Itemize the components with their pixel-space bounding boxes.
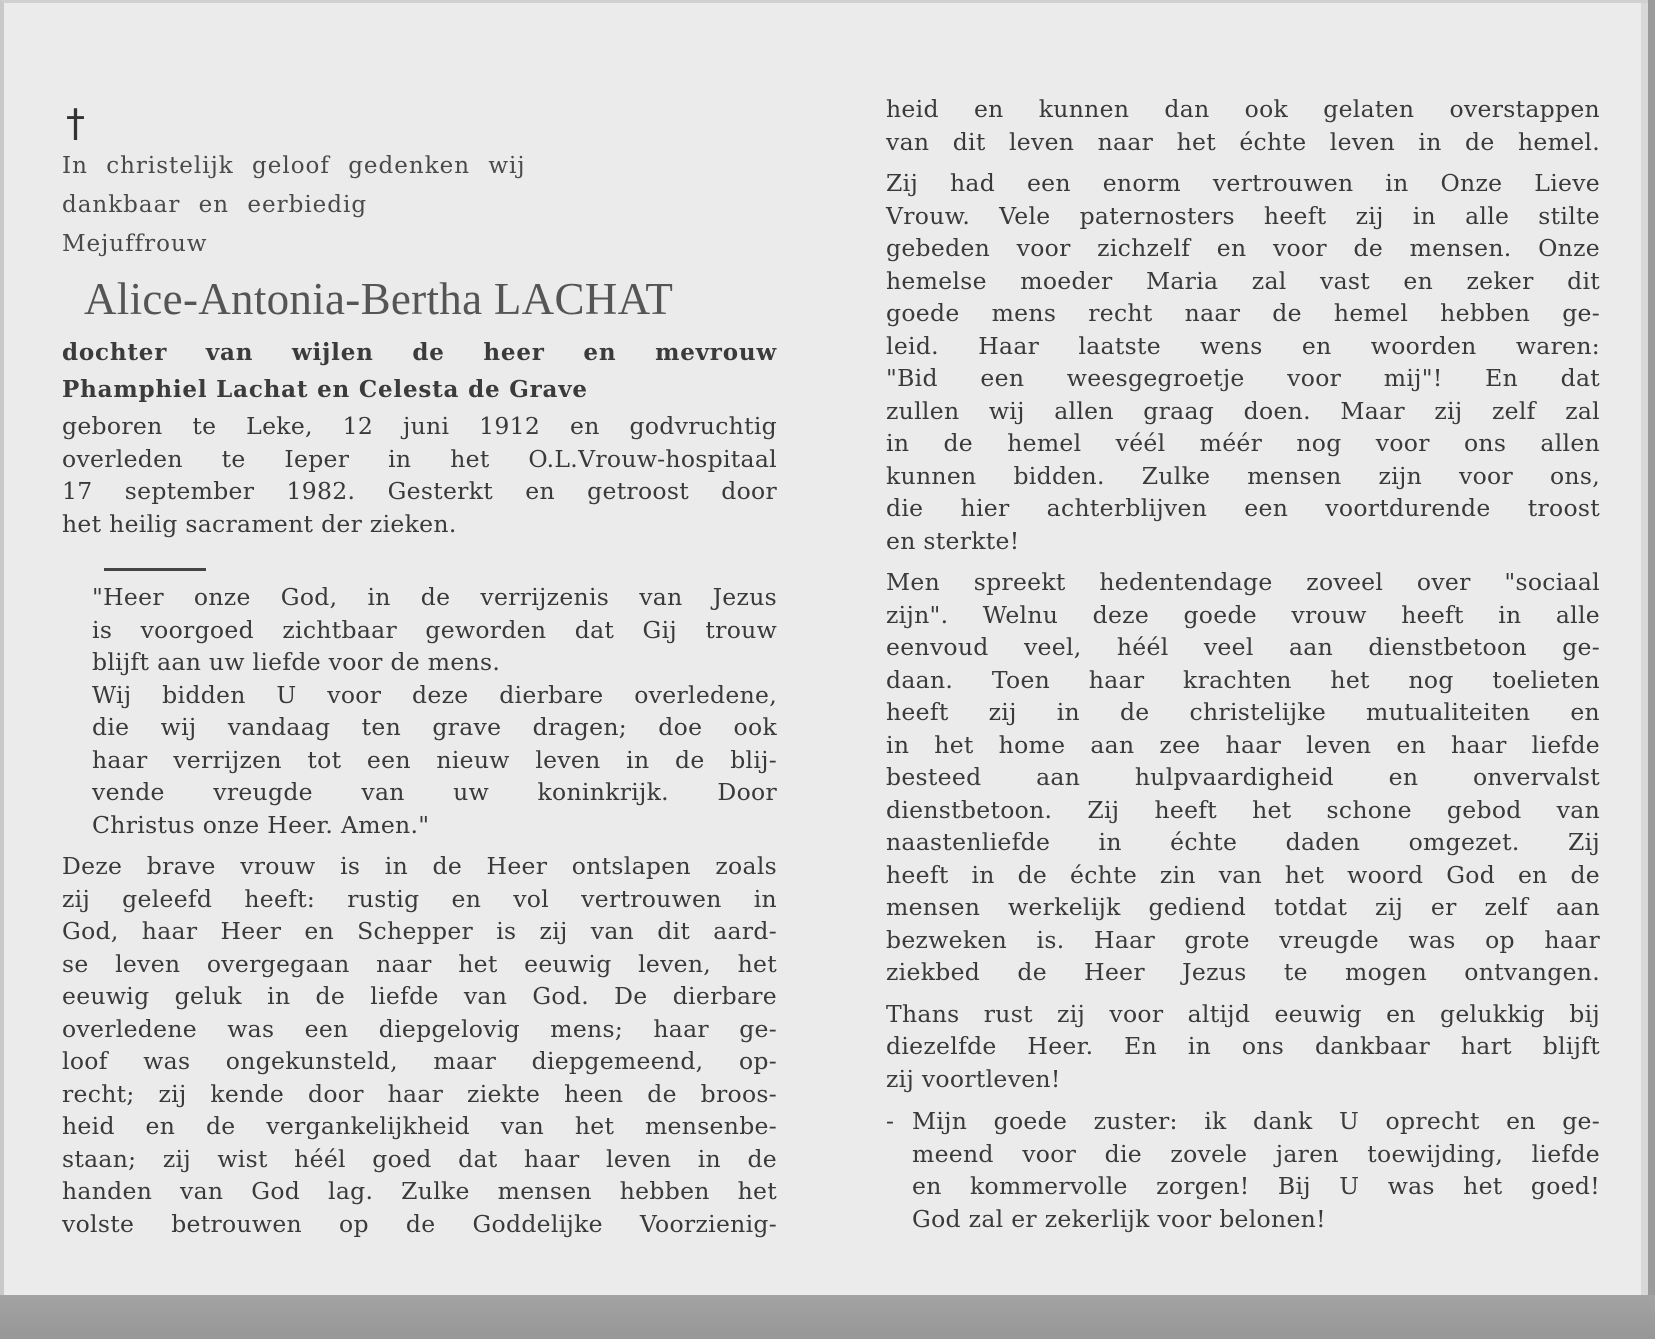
paragraph-line: leid. Haar laatste wens en woorden waren:	[886, 331, 1600, 360]
left-column	[62, 103, 777, 1240]
paragraph-line: Zij had een enorm vertrouwen in Onze Lieve	[886, 169, 1600, 197]
paragraph-line: in het home aan zee haar leven en haar liefde	[886, 730, 1600, 759]
latin-cross-icon: †	[66, 101, 85, 145]
paragraph-line: die hier achterblijven een voortdurende troost	[886, 494, 1600, 522]
paragraph-line: diezelfde Heer. En in ons dankbaar hart blijft	[886, 1032, 1600, 1060]
reflection-line: eeuwig geluk in de liefde van God. De dierbare	[62, 982, 777, 1010]
parents-line: Phamphiel Lachat en Celesta de Grave	[62, 376, 588, 403]
deceased-name: Alice-Antonia-Bertha LACHAT	[84, 274, 674, 324]
reflection-line: God, haar Heer en Schepper is zij van dit aard-	[62, 917, 777, 945]
birth-death-text	[62, 410, 777, 540]
prayer-line: "Heer onze God, in de verrijzenis van Jezus	[92, 583, 777, 611]
intro-line: In christelijk geloof gedenken wij	[62, 153, 526, 179]
prayer-line: blijft aan uw liefde voor de mens.	[92, 648, 501, 676]
paragraph-line: Men spreekt hedentendage zoveel over "sociaal	[886, 568, 1600, 596]
reflection-line: volste betrouwen op de Goddelijke Voorzienig-	[62, 1209, 777, 1238]
reflection-line: handen van God lag. Zulke mensen hebben het	[62, 1177, 777, 1205]
rest-paragraph	[886, 998, 1600, 1096]
social-paragraph	[886, 566, 1600, 989]
prayer-line: is voorgoed zichtbaar geworden dat Gij trouw	[92, 615, 777, 644]
paragraph-line: dienstbetoon. Zij heeft het schone gebod van	[886, 795, 1600, 824]
intro-text	[62, 147, 777, 264]
reflection-text	[62, 850, 777, 1240]
bio-line: overleden te Ieper in het O.L.Vrouw-hospitaal	[62, 444, 777, 473]
divider-rule	[104, 568, 206, 571]
reflection-line: heid en kunnen dan ook gelaten overstappen	[886, 95, 1600, 123]
bio-line: 17 september 1982. Gesterkt en getroost door	[62, 477, 777, 505]
reflection-line: zij geleefd heeft: rustig en vol vertrouwen in	[62, 884, 777, 913]
scan-background	[0, 1295, 1655, 1339]
paragraph-line: hemelse moeder Maria zal vast en zeker dit	[886, 266, 1600, 295]
paragraph-line: in de hemel véél méér nog voor ons allen	[886, 429, 1600, 457]
reflection-continued-text	[886, 93, 1600, 158]
reflection-line: recht; zij kende door haar ziekte heen de broos-	[62, 1079, 777, 1108]
parents-line: dochter van wijlen de heer en mevrouw	[62, 339, 777, 366]
prayer-line: Wij bidden U voor deze dierbare overledene,	[92, 680, 777, 709]
paragraph-line: eenvoud veel, héél veel aan dienstbetoon ge-	[886, 633, 1600, 661]
prayer-line: vende vreugde van uw koninkrijk. Door	[92, 778, 777, 806]
paragraph-line: heeft zij in de christelijke mutualiteiten en	[886, 698, 1600, 726]
paragraph-line: Vrouw. Vele paternosters heeft zij in alle stilte	[886, 201, 1600, 230]
bio-line: geboren te Leke, 12 juni 1912 en godvruchtig	[62, 412, 777, 440]
bio-line: het heilig sacrament der zieken.	[62, 509, 457, 538]
intro-line: dankbaar en eerbiedig	[62, 192, 368, 218]
paragraph-line: daan. Toen haar krachten het nog toelieten	[886, 665, 1600, 694]
reflection-line: heid en de vergankelijkheid van het mensenbe-	[62, 1112, 777, 1140]
paragraph-line: zij voortleven!	[886, 1064, 1061, 1093]
paragraph-line: en kommervolle zorgen! Bij U was het goed!	[912, 1172, 1600, 1200]
paragraph-line: besteed aan hulpvaardigheid en onvervalst	[886, 763, 1600, 791]
paragraph-line: God zal er zekerlijk voor belonen!	[912, 1204, 1326, 1233]
reflection-line: van dit leven naar het échte leven in de hemel.	[886, 127, 1600, 156]
prayer-line: Christus onze Heer. Amen."	[92, 810, 430, 839]
card-edge	[1641, 3, 1648, 1298]
paragraph-line: ziekbed de Heer Jezus te mogen ontvangen.	[886, 958, 1600, 986]
paragraph-line: "Bid een weesgegroetje voor mij"! En dat	[886, 364, 1600, 392]
paragraph-line: naastenliefde in échte daden omgezet. Zij	[886, 828, 1600, 856]
paragraph-line: gebeden voor zichzelf en voor de mensen. Onze	[886, 234, 1600, 262]
paragraph-line: Thans rust zij voor altijd eeuwig en gelukkig bij	[886, 999, 1600, 1028]
reflection-line: staan; zij wist héél goed dat haar leven in de	[62, 1144, 777, 1173]
farewell-paragraph	[886, 1105, 1600, 1235]
paragraph-line: goede mens recht naar de hemel hebben ge-	[886, 299, 1600, 327]
paragraph-line: mensen werkelijk gediend totdat zij er zelf aan	[886, 893, 1600, 921]
paragraph-line: en sterkte!	[886, 526, 1020, 555]
paragraph-line: kunnen bidden. Zulke mensen zijn voor ons,	[886, 461, 1600, 490]
title-mejuffrouw: Mejuffrouw	[62, 231, 208, 257]
paragraph-line: zullen wij allen graag doen. Maar zij zelf zal	[886, 396, 1600, 425]
mary-paragraph	[886, 167, 1600, 557]
prayer-text	[92, 581, 777, 841]
reflection-line: overledene was een diepgelovig mens; haar ge-	[62, 1014, 777, 1043]
paragraph-line: meend voor die zovele jaren toewijding, liefde	[912, 1139, 1600, 1168]
prayer-line: haar verrijzen tot een nieuw leven in de blij-	[92, 745, 777, 774]
dash-bullet: -	[886, 1107, 894, 1135]
farewell-text	[912, 1105, 1600, 1235]
paragraph-line: Mijn goede zuster: ik dank U oprecht en ge-	[912, 1107, 1600, 1135]
reflection-line: se leven overgegaan naar het eeuwig leven, het	[62, 949, 777, 978]
reflection-line: loof was ongekunsteld, maar diepgemeend, op-	[62, 1047, 777, 1075]
prayer-line: die wij vandaag ten grave dragen; doe ook	[92, 713, 777, 741]
reflection-line: Deze brave vrouw is in de Heer ontslapen zoals	[62, 852, 777, 880]
right-column	[886, 93, 1600, 1235]
paragraph-line: heeft in de échte zin van het woord God en de	[886, 860, 1600, 889]
paragraph-line: zijn". Welnu deze goede vrouw heeft in alle	[886, 600, 1600, 629]
parents-text	[62, 334, 777, 408]
paragraph-line: bezweken is. Haar grote vreugde was op haar	[886, 925, 1600, 954]
